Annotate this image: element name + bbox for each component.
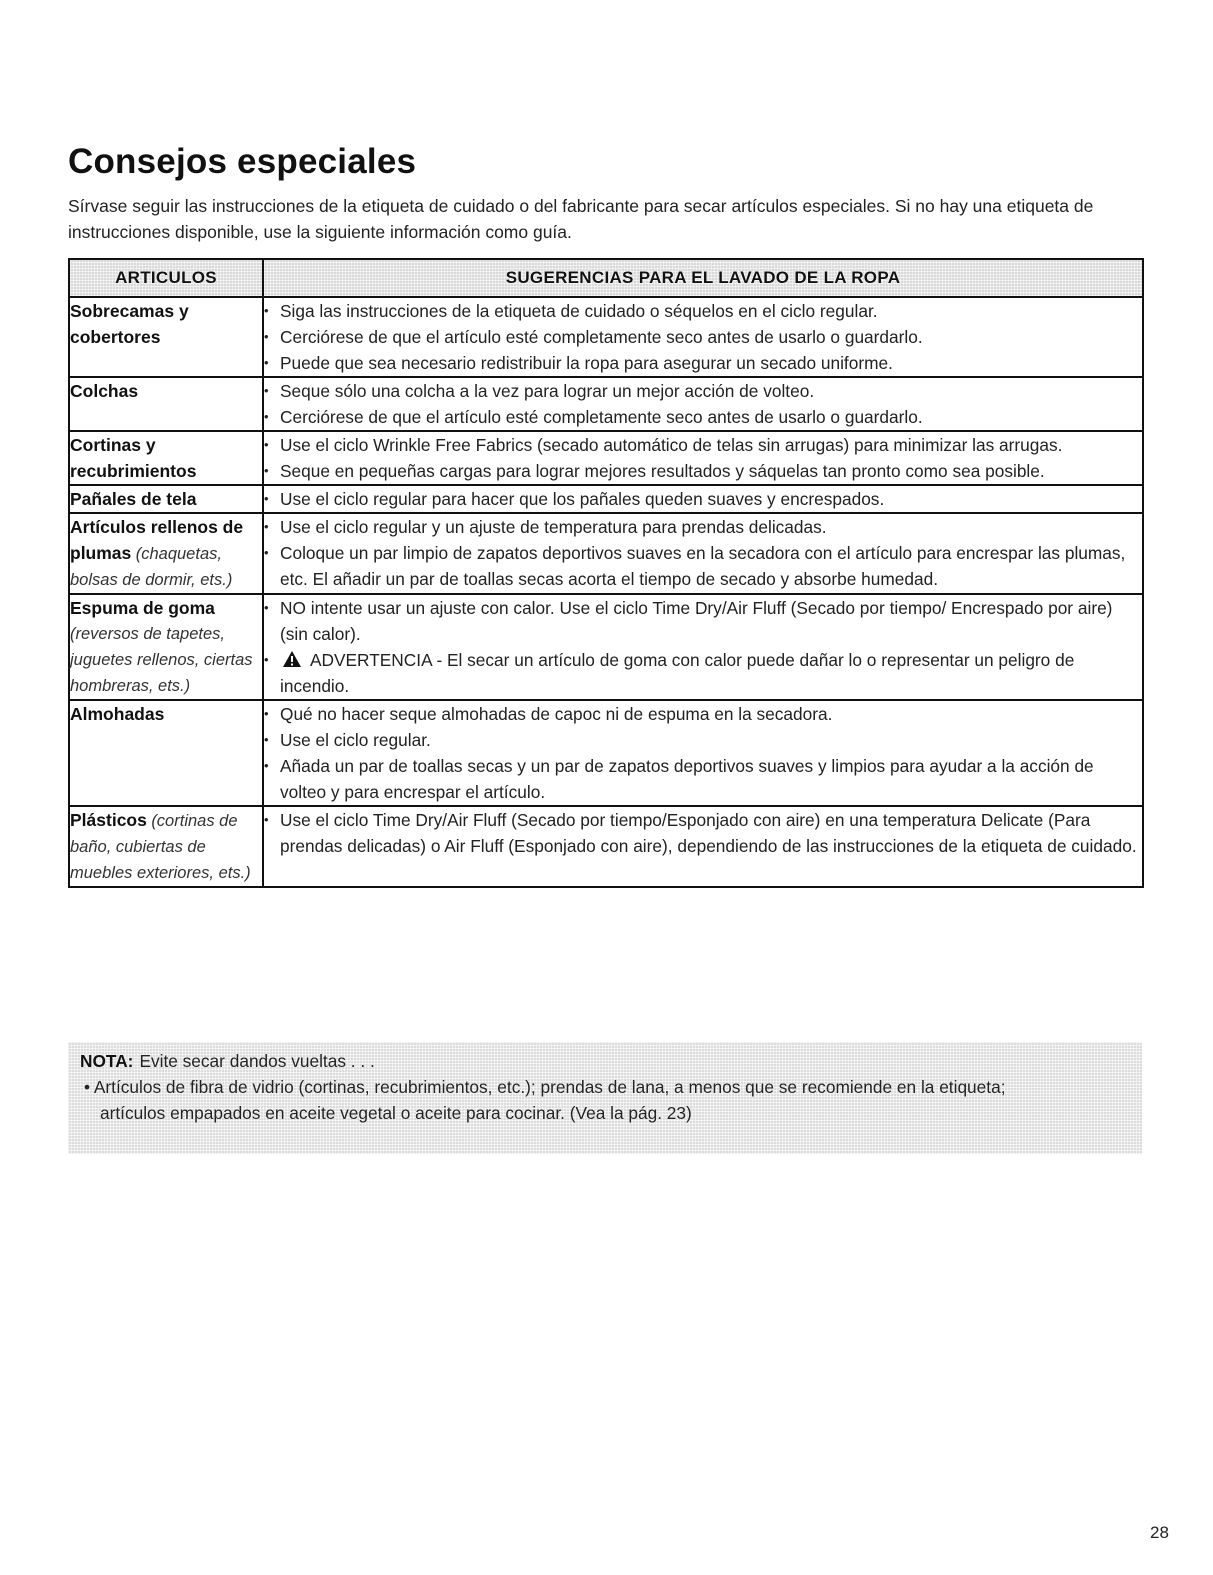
tip-list: [264, 378, 1142, 430]
bullet-dot-icon: •: [264, 463, 269, 478]
item-cell: [69, 431, 263, 485]
item-name: Cortinas y recubrimientos: [70, 435, 197, 481]
item-note: (cortinas de baño, cubiertas de muebles exteriores, ets.): [70, 812, 251, 882]
tip-text: ADVERTENCIA - El secar un artículo de goma con calor puede dañar lo o representar un peligro de incendio.: [280, 650, 1075, 696]
item-name: Almohadas: [70, 704, 165, 724]
note-line-2: artículos empapados en aceite vegetal o aceite para cocinar. (Vea la pág. 23): [100, 1103, 692, 1123]
warning-triangle-icon: [282, 650, 302, 668]
tip-item: [264, 701, 1142, 727]
tips-cell: [263, 297, 1143, 377]
item-name: Espuma de goma: [70, 598, 215, 618]
tip-text: Seque sólo una colcha a la vez para lograr un mejor acción de volteo.: [280, 381, 815, 401]
bullet-dot-icon: •: [264, 383, 269, 398]
bullet-dot-icon: •: [264, 355, 269, 370]
tip-list: [264, 486, 1142, 512]
tip-text: Use el ciclo Time Dry/Air Fluff (Secado por tiempo/Esponjado con aire) en una temperatura Delicate (Para prendas delicadas) o Air Fluff (Esponjado con aire), dependiendo de las instrucciones de la etiqueta de cuidado.: [280, 810, 1137, 856]
tip-item: [264, 298, 1142, 324]
tip-item: [264, 514, 1142, 540]
tip-text: Coloque un par limpio de zapatos deportivos suaves en la secadora con el artículo para encrespar las plumas, etc. El añadir un par de toallas secas acorta el tiempo de secado y absorbe humedad.: [280, 543, 1126, 589]
tips-cell: [263, 806, 1143, 887]
tip-item: [264, 324, 1142, 350]
table-row: [69, 700, 1143, 806]
item-cell: [69, 377, 263, 431]
item-note: (chaquetas, bolsas de dormir, ets.): [70, 545, 233, 589]
bullet-dot-icon: •: [264, 329, 269, 344]
table-header-row: [69, 259, 1143, 297]
tip-text: Puede que sea necesario redistribuir la ropa para asegurar un secado uniforme.: [280, 353, 893, 373]
tip-list: [264, 595, 1142, 699]
table-row: [69, 806, 1143, 887]
tip-item: [264, 807, 1142, 859]
tip-text: Siga las instrucciones de la etiqueta de cuidado o séquelos en el ciclo regular.: [280, 301, 878, 321]
tip-text: Use el ciclo regular para hacer que los pañales queden suaves y encrespados.: [280, 489, 885, 509]
tip-item: [264, 486, 1142, 512]
note-box: [68, 1042, 1142, 1154]
note-line-1: • Artículos de fibra de vidrio (cortinas, recubrimientos, etc.); prendas de lana, a menos que se recomiende en la etiqueta;: [84, 1077, 1006, 1097]
table-row: [69, 431, 1143, 485]
item-note: (reversos de tapetes, juguetes rellenos, ciertas hombreras, ets.): [70, 625, 253, 695]
tips-cell: [263, 700, 1143, 806]
tip-item: [264, 404, 1142, 430]
item-cell: [69, 485, 263, 513]
special-tips-table: [68, 258, 1144, 888]
table-row: [69, 485, 1143, 513]
table-row: [69, 377, 1143, 431]
item-name: Colchas: [70, 381, 139, 401]
page-number: 28: [1150, 1523, 1169, 1542]
tip-text: Cerciórese de que el artículo esté completamente seco antes de usarlo o guardarlo.: [280, 407, 923, 427]
tip-list: [264, 701, 1142, 805]
tips-cell: [263, 431, 1143, 485]
tip-list: [264, 514, 1142, 592]
tips-cell: [263, 485, 1143, 513]
intro-paragraph: Sírvase seguir las instrucciones de la etiqueta de cuidado o del fabricante para secar artículos especiales. Si no hay una etiqueta de instrucciones disponible, use la siguiente información como guía.: [68, 196, 1094, 242]
tip-text: Use el ciclo Wrinkle Free Fabrics (secado automático de telas sin arrugas) para minimizar las arrugas.: [280, 435, 1063, 455]
table-row: [69, 594, 1143, 700]
table-row: [69, 513, 1143, 594]
tip-item: [264, 458, 1142, 484]
tip-text: Qué no hacer seque almohadas de capoc ni de espuma en la secadora.: [280, 704, 833, 724]
tips-cell: [263, 594, 1143, 700]
tip-item: [264, 753, 1142, 805]
tip-item: [264, 540, 1142, 592]
item-cell: [69, 700, 263, 806]
tip-item: [264, 727, 1142, 753]
bullet-dot-icon: •: [264, 303, 269, 318]
tip-text: Añada un par de toallas secas y un par de zapatos deportivos suaves y limpios para ayudar a la acción de volteo y para encrespar el artículo.: [280, 756, 1094, 802]
tip-list: [264, 807, 1142, 859]
tip-text: NO intente usar un ajuste con calor. Use el ciclo Time Dry/Air Fluff (Secado por tiempo/ Encrespado por aire) (sin calor).: [280, 598, 1113, 644]
tip-item: [264, 595, 1142, 647]
bullet-dot-icon: •: [264, 545, 269, 560]
note-text: Evite secar dandos vueltas . . .: [139, 1051, 375, 1071]
bullet-dot-icon: •: [264, 519, 269, 534]
note-label: NOTA:: [80, 1051, 134, 1071]
bullet-dot-icon: •: [264, 812, 269, 827]
item-cell: [69, 513, 263, 594]
header-suggestions: SUGERENCIAS PARA EL LAVADO DE LA ROPA: [263, 259, 1143, 297]
header-articles: ARTICULOS: [69, 259, 263, 297]
item-cell: [69, 806, 263, 887]
tip-item: [264, 350, 1142, 376]
tip-item: [264, 378, 1142, 404]
tip-text: Cerciórese de que el artículo esté completamente seco antes de usarlo o guardarlo.: [280, 327, 923, 347]
item-cell: [69, 297, 263, 377]
table-row: [69, 297, 1143, 377]
item-name: Plásticos: [70, 810, 147, 830]
bullet-dot-icon: •: [264, 706, 269, 721]
tips-cell: [263, 513, 1143, 594]
item-name: Sobrecamas y cobertores: [70, 301, 189, 347]
note-heading-line: [80, 1048, 1130, 1074]
item-name: Pañales de tela: [70, 489, 197, 509]
bullet-dot-icon: •: [264, 600, 269, 615]
item-cell: [69, 594, 263, 700]
tip-list: [264, 298, 1142, 376]
bullet-dot-icon: •: [264, 732, 269, 747]
tip-item: [264, 647, 1142, 699]
item-name: Artículos rellenos de plumas: [70, 517, 244, 563]
bullet-dot-icon: •: [264, 491, 269, 506]
tip-text: Use el ciclo regular y un ajuste de temperatura para prendas delicadas.: [280, 517, 827, 537]
tip-text: Seque en pequeñas cargas para lograr mejores resultados y sáquelas tan pronto como sea posible.: [280, 461, 1045, 481]
tip-list: [264, 432, 1142, 484]
tips-cell: [263, 377, 1143, 431]
bullet-dot-icon: •: [264, 652, 269, 667]
tip-text: Use el ciclo regular.: [280, 730, 431, 750]
page-title: Consejos especiales: [68, 142, 417, 181]
bullet-dot-icon: •: [264, 409, 269, 424]
bullet-dot-icon: •: [264, 437, 269, 452]
bullet-dot-icon: •: [264, 758, 269, 773]
tip-item: [264, 432, 1142, 458]
